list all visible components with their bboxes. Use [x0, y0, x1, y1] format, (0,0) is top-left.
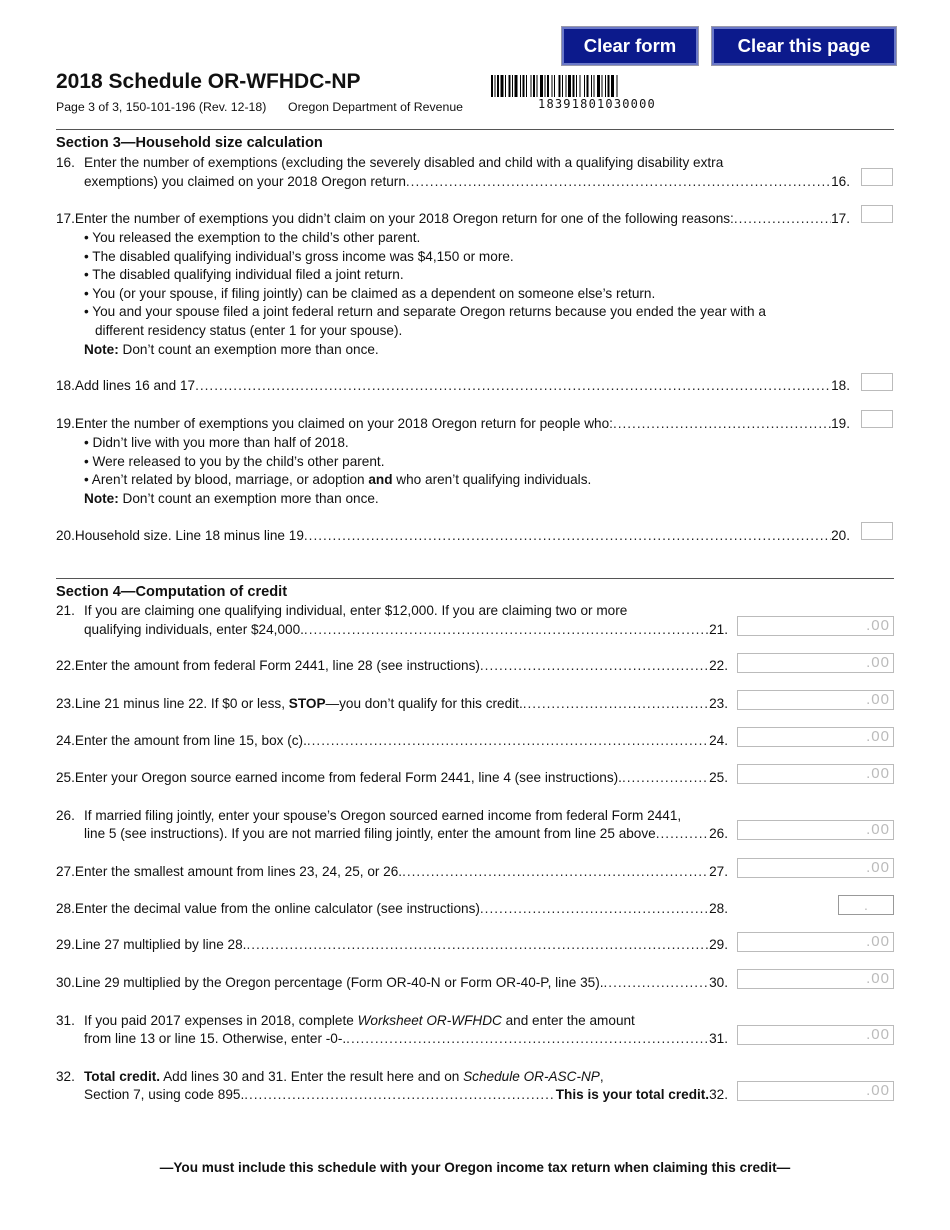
b3-text-a: • Aren’t related by blood, marriage, or adoption [84, 472, 369, 487]
cents-placeholder: .00 [866, 970, 890, 987]
line32-total-label: Total credit. [84, 1069, 161, 1084]
barcode-number: 18391801030000 [538, 97, 656, 111]
line22-dotline [56, 658, 728, 673]
line31-ref: 31. [709, 1031, 728, 1046]
line20-text: Household size. Line 18 minus line 19 [74, 528, 304, 543]
line21-text1: If you are claiming one qualifying individual, enter $12,000. If you are claiming two or more [84, 603, 628, 618]
line30-ref: 30. [709, 975, 728, 990]
line22-number: 22. [56, 658, 75, 673]
line26-number: 26. [56, 808, 75, 823]
line23-text-b: —you don’t qualify for this credit. [325, 696, 523, 711]
line19-bullet [84, 472, 591, 487]
section3-heading: Section 3—Household size calculation [56, 135, 323, 151]
line20-input[interactable] [861, 522, 893, 540]
line28-text: Enter the decimal value from the online calculator (see instructions) [74, 901, 480, 916]
line17-ref: 17. [831, 211, 850, 226]
line25-text: Enter your Oregon source earned income from federal Form 2441, line 4 (see instructions). [74, 770, 622, 785]
cents-placeholder: .00 [866, 821, 890, 838]
line29-amount-input[interactable] [737, 932, 894, 952]
line16-text1: Enter the number of exemptions (excluding the severely disabled and child with a qualifying disability extra [84, 155, 724, 170]
cents-placeholder: .00 [866, 654, 890, 671]
line32-dotline [84, 1087, 728, 1102]
line21-text2: qualifying individuals, enter $24,000. [84, 622, 304, 637]
section-divider [56, 578, 894, 579]
line32-number: 32. [56, 1069, 75, 1084]
line25-amount-input[interactable] [737, 764, 894, 784]
line20-number: 20. [56, 528, 75, 543]
cents-placeholder: .00 [866, 1082, 890, 1099]
line17-bullet: • The disabled qualifying individual filed a joint return. [84, 267, 404, 282]
note-label: Note: [84, 342, 119, 357]
note-text: Don’t count an exemption more than once. [118, 491, 379, 506]
line17-bullet: • The disabled qualifying individual’s gross income was $4,150 or more. [84, 249, 514, 264]
line16-dotline [84, 174, 850, 189]
line20-ref: 20. [831, 528, 850, 543]
form-title: 2018 Schedule OR-WFHDC-NP [56, 70, 361, 93]
line19-note [84, 491, 379, 506]
line29-text: Line 27 multiplied by line 28. [74, 937, 247, 952]
line21-ref: 21. [709, 622, 728, 637]
line32-amount-input[interactable] [737, 1081, 894, 1101]
line22-ref: 22. [709, 658, 728, 673]
line17-bullet: • You and your spouse filed a joint federal return and separate Oregon returns because you ended the year with a [84, 304, 766, 319]
line16-text [56, 155, 723, 170]
line29-number: 29. [56, 937, 75, 952]
line30-dotline [56, 975, 728, 990]
line17-dotline [56, 211, 850, 226]
line19-ref: 19. [831, 416, 850, 431]
line24-amount-input[interactable] [737, 727, 894, 747]
line23-stop: STOP [288, 696, 326, 711]
line25-dotline [56, 770, 728, 785]
line30-number: 30. [56, 975, 75, 990]
line24-ref: 24. [709, 733, 728, 748]
line17-note [84, 342, 379, 357]
line19-number: 19. [56, 416, 75, 431]
line30-amount-input[interactable] [737, 969, 894, 989]
line29-dotline [56, 937, 728, 952]
line21-text [56, 603, 627, 618]
line27-number: 27. [56, 864, 75, 879]
line18-ref: 18. [831, 378, 850, 393]
clear-page-button[interactable]: Clear this page [712, 27, 896, 65]
clear-form-button[interactable]: Clear form [562, 27, 698, 65]
b3-text-b: who aren’t qualifying individuals. [392, 472, 592, 487]
line23-text-a: Line 21 minus line 22. If $0 or less, [74, 696, 289, 711]
line24-text: Enter the amount from line 15, box (c). [74, 733, 307, 748]
line24-dotline [56, 733, 728, 748]
line17-input[interactable] [861, 205, 893, 223]
line16-ref: 16. [831, 174, 850, 189]
line16-input[interactable] [861, 168, 893, 186]
line19-dotline [56, 416, 850, 431]
line31-text2: from line 13 or line 15. Otherwise, enter -0-. [84, 1031, 347, 1046]
line17-number: 17. [56, 211, 75, 226]
b3-text-bold: and [368, 472, 393, 487]
line31-worksheet-name: Worksheet OR-WFHDC [357, 1013, 502, 1028]
line23-dotline [56, 696, 728, 711]
line31-amount-input[interactable] [737, 1025, 894, 1045]
line25-number: 25. [56, 770, 75, 785]
department-name: Oregon Department of Revenue [288, 100, 463, 114]
section4-heading: Section 4—Computation of credit [56, 584, 288, 600]
cents-placeholder: .00 [866, 617, 890, 634]
line26-text1: If married filing jointly, enter your spouse’s Oregon sourced earned income from federal Form 2441, [84, 808, 682, 823]
line17-bullet-continued: different residency status (enter 1 for your spouse). [95, 323, 403, 338]
line31-text1-a: If you paid 2017 expenses in 2018, complete [84, 1013, 358, 1028]
line18-input[interactable] [861, 373, 893, 391]
cents-placeholder: .00 [866, 859, 890, 876]
line17-bullet: • You (or your spouse, if filing jointly) can be claimed as a dependent on someone else’s return. [84, 286, 656, 301]
line28-number: 28. [56, 901, 75, 916]
line25-ref: 25. [709, 770, 728, 785]
line21-amount-input[interactable] [737, 616, 894, 636]
line26-text2: line 5 (see instructions). If you are not married filing jointly, enter the amount from line 25 above [84, 826, 656, 841]
line31-text1-b: and enter the amount [501, 1013, 635, 1028]
line24-number: 24. [56, 733, 75, 748]
cents-placeholder: .00 [866, 728, 890, 745]
cents-placeholder: .00 [866, 765, 890, 782]
line19-bullet: • Were released to you by the child’s other parent. [84, 454, 385, 469]
line31-text [56, 1013, 635, 1028]
line22-amount-input[interactable] [737, 653, 894, 673]
line17-bullet: • You released the exemption to the child’s other parent. [84, 230, 421, 245]
line32-schedule-name: Schedule OR-ASC-NP [463, 1069, 600, 1084]
barcode-image [491, 75, 703, 97]
line27-dotline [56, 864, 728, 879]
line16-text2: exemptions) you claimed on your 2018 Oregon return [84, 174, 406, 189]
line31-dotline [84, 1031, 728, 1046]
line21-number: 21. [56, 603, 75, 618]
line19-input[interactable] [861, 410, 893, 428]
line26-text [56, 808, 681, 823]
line28-dotline [56, 901, 728, 916]
line32-text1-b: , [599, 1069, 604, 1084]
line27-amount-input[interactable] [737, 858, 894, 878]
line18-text: Add lines 16 and 17 [74, 378, 196, 393]
line26-ref: 26. [709, 826, 728, 841]
line22-text: Enter the amount from federal Form 2441, line 28 (see instructions) [74, 658, 480, 673]
line19-bullet: • Didn’t live with you more than half of 2018. [84, 435, 349, 450]
line17-text: Enter the number of exemptions you didn’t claim on your 2018 Oregon return for one of the following reasons: [74, 211, 734, 226]
line30-text: Line 29 multiplied by the Oregon percentage (Form OR-40-N or Form OR-40-P, line 35). [74, 975, 604, 990]
line27-ref: 27. [709, 864, 728, 879]
line26-amount-input[interactable] [737, 820, 894, 840]
note-text: Don’t count an exemption more than once. [118, 342, 379, 357]
line29-ref: 29. [709, 937, 728, 952]
line23-text [75, 696, 523, 711]
line23-number: 23. [56, 696, 75, 711]
cents-placeholder: .00 [866, 691, 890, 708]
cents-placeholder: .00 [866, 1026, 890, 1043]
section-divider [56, 129, 894, 130]
line32-ref: 32. [709, 1087, 728, 1102]
line16-number: 16. [56, 155, 75, 170]
line21-dotline [84, 622, 728, 637]
note-label: Note: [84, 491, 119, 506]
line23-amount-input[interactable] [737, 690, 894, 710]
line32-text1-a: Add lines 30 and 31. Enter the result here and on [160, 1069, 464, 1084]
line26-dotline [84, 826, 728, 841]
line32-total-note: This is your total credit. [555, 1087, 710, 1102]
line31-number: 31. [56, 1013, 75, 1028]
line18-dotline [56, 378, 850, 393]
line32-text [56, 1069, 604, 1084]
line18-number: 18. [56, 378, 75, 393]
line20-dotline [56, 528, 850, 543]
line28-ref: 28. [709, 901, 728, 916]
cents-placeholder: .00 [866, 933, 890, 950]
line23-ref: 23. [709, 696, 728, 711]
line19-text: Enter the number of exemptions you claimed on your 2018 Oregon return for people who: [74, 416, 613, 431]
line32-text2: Section 7, using code 895. [84, 1087, 245, 1102]
footer-note: —You must include this schedule with your Oregon income tax return when claiming this credit— [159, 1160, 791, 1175]
line28-decimal-input[interactable]: . [838, 895, 894, 915]
page-info: Page 3 of 3, 150-101-196 (Rev. 12-18) [56, 100, 267, 114]
line27-text: Enter the smallest amount from lines 23, 24, 25, or 26. [74, 864, 403, 879]
